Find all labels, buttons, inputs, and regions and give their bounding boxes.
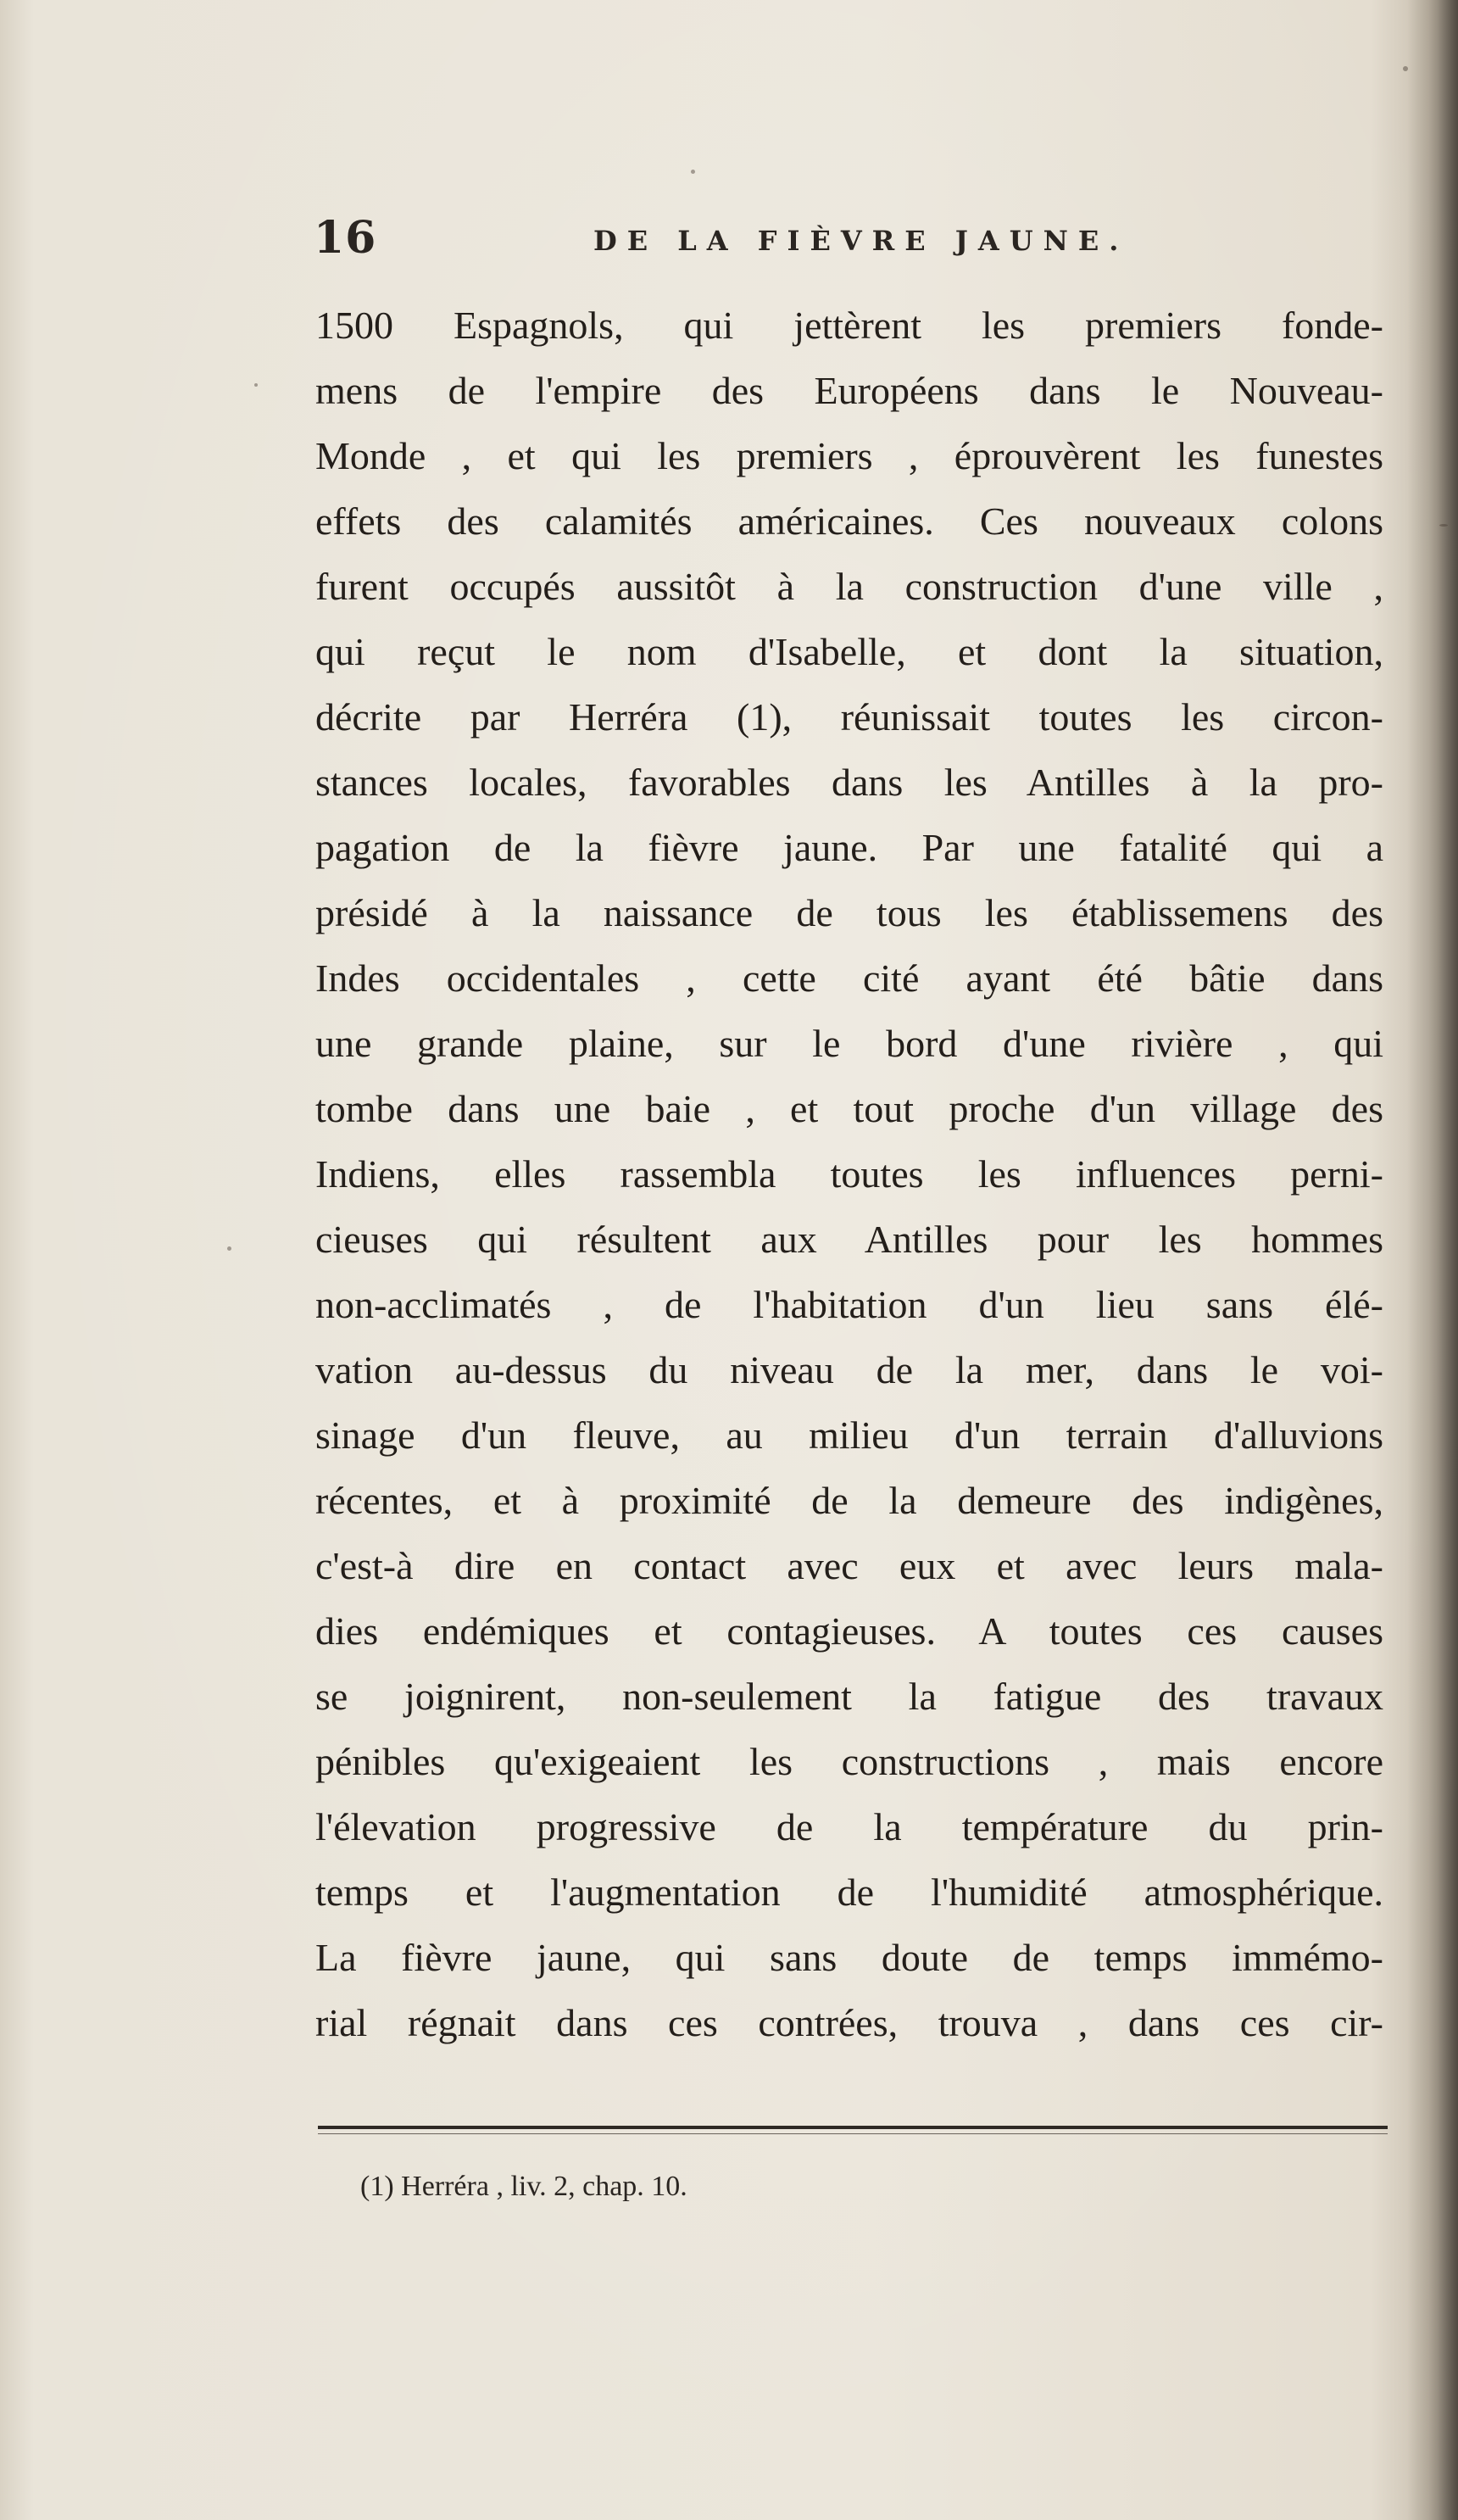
text-line: Monde , et qui les premiers , éprouvèrent les funestes xyxy=(315,434,1383,477)
text-line: se joignirent, non-seulement la fatigue des travaux xyxy=(315,1675,1383,1718)
paper-speck xyxy=(227,1246,231,1251)
text-line: temps et l'augmentation de l'humidité atmosphérique. xyxy=(315,1870,1383,1914)
text-line: dies endémiques et contagieuses. A toutes ces causes xyxy=(315,1609,1383,1653)
footnote-rule xyxy=(318,2126,1388,2129)
paper-speck xyxy=(254,383,258,387)
text-line: vation au-dessus du niveau de la mer, dans le voi- xyxy=(315,1348,1383,1391)
text-line: 1500 Espagnols, qui jettèrent les premiers fonde- xyxy=(315,304,1383,347)
text-line: qui reçut le nom d'Isabelle, et dont la situation, xyxy=(315,630,1383,673)
paper-speck xyxy=(1403,66,1408,71)
paper-speck xyxy=(1439,524,1448,527)
text-line: l'élevation progressive de la température du prin- xyxy=(315,1805,1383,1848)
text-line: pagation de la fièvre jaune. Par une fatalité qui a xyxy=(315,826,1383,869)
text-line: sinage d'un fleuve, au milieu d'un terrain d'alluvions xyxy=(315,1413,1383,1457)
page-number: 16 xyxy=(314,212,377,264)
text-line: cieuses qui résultent aux Antilles pour les hommes xyxy=(315,1218,1383,1261)
page-header xyxy=(314,212,1386,271)
text-line: non-acclimatés , de l'habitation d'un lieu sans élé- xyxy=(315,1283,1383,1326)
text-line: récentes, et à proximité de la demeure des indigènes, xyxy=(315,1479,1383,1522)
text-line: rial régnait dans ces contrées, trouva , dans ces cir- xyxy=(315,2001,1383,2044)
text-line: décrite par Herréra (1), réunissait toutes les circon- xyxy=(315,695,1383,739)
text-line: mens de l'empire des Européens dans le Nouveau- xyxy=(315,369,1383,412)
text-line: Indiens, elles rassembla toutes les influences perni- xyxy=(315,1152,1383,1196)
paper-speck xyxy=(691,170,695,174)
running-title: DE LA FIÈVRE JAUNE. xyxy=(593,225,1129,257)
footnote-rule-thin xyxy=(318,2133,1388,2134)
text-line: pénibles qu'exigeaient les constructions , mais encore xyxy=(315,1740,1383,1783)
footnote: (1) Herréra , liv. 2, chap. 10. xyxy=(360,2171,687,2202)
text-line: présidé à la naissance de tous les établissemens des xyxy=(315,891,1383,934)
page-edge-shadow xyxy=(1407,0,1458,2520)
text-line: stances locales, favorables dans les Antilles à la pro- xyxy=(315,761,1383,804)
text-line: c'est-à dire en contact avec eux et avec leurs mala- xyxy=(315,1544,1383,1587)
text-line: une grande plaine, sur le bord d'une rivière , qui xyxy=(315,1022,1383,1065)
body-text xyxy=(315,293,1383,2055)
text-line: La fièvre jaune, qui sans doute de temps immémo- xyxy=(315,1936,1383,1979)
text-line: tombe dans une baie , et tout proche d'un village des xyxy=(315,1087,1383,1130)
text-line: Indes occidentales , cette cité ayant été bâtie dans xyxy=(315,956,1383,1000)
text-line: furent occupés aussitôt à la construction d'une ville , xyxy=(315,565,1383,608)
text-line: effets des calamités américaines. Ces nouveaux colons xyxy=(315,499,1383,543)
